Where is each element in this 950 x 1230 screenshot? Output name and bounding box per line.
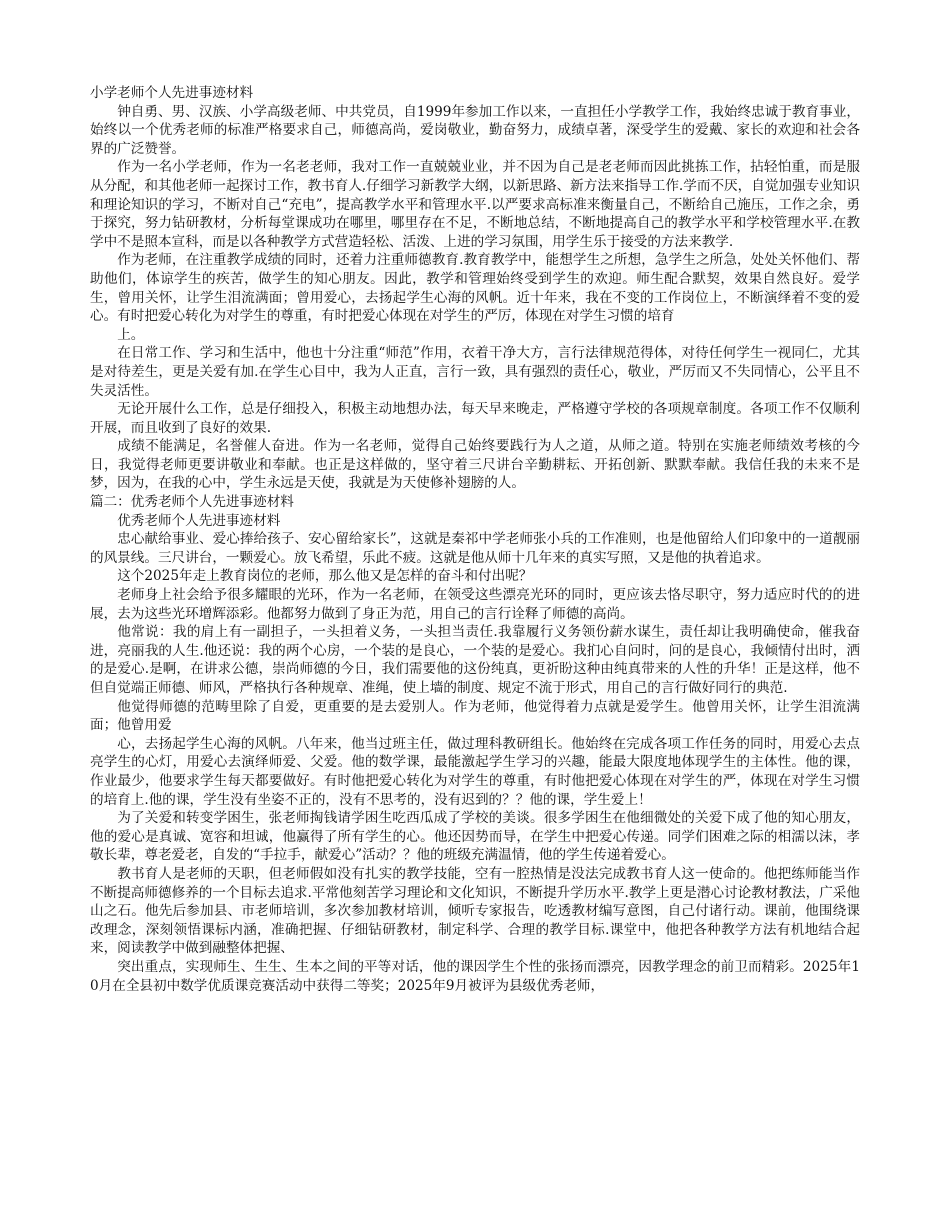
paragraph: 他觉得师德的范畴里除了自爱，更重要的是去爱别人。作为老师，他觉得着力点就是爱学生。他曾用关怀，让学生泪流满面；他曾用爱 xyxy=(90,698,860,734)
paragraph: 突出重点，实现师生、生生、生本之间的平等对话，他的课因学生个性的张扬而漂亮，因教学理念的前卫而精彩。2025年10月在全县初中数学优质课竞赛活动中获得二等奖；2025年9月被评为县级优秀老师， xyxy=(90,958,860,994)
section-subtitle: 优秀老师个人先进事迹材料 xyxy=(117,512,281,529)
paragraph: 忠心献给事业、爱心捧给孩子、安心留给家长”，这就是秦祁中学老师张小兵的工作准则，也是他留给人们印象中的一道靓丽的风景线。三尺讲台，一颗爱心。放飞希望，乐此不疲。这就是他从师十几年来的真实写照，又是他的执着追求。 xyxy=(90,531,860,566)
paragraph: 教书育人是老师的天职，但老师假如没有扎实的教学技能，空有一腔热情是没法完成教书育人这一使命的。他把练师能当作不断提高师德修养的一个目标去追求.平常他刻苦学习理论和文化知识，不断提升学历水平.教学上更是潜心讨论教材教法，广采他山之石。他先后参加县、市老师培训，多次参加教材培训，倾听专家报告，吃透教材编写意图，自己付诸行动。课前，他围绕课改理念，深刻领悟课标内涵，准确把握、仔细钻研教材，制定科学、合理的教学目标.课堂中，他把各种教学方法有机地结合起来，阅读教学中做到融整体把握、 xyxy=(90,865,860,957)
paragraph: 上。 xyxy=(117,326,145,343)
section-heading: 篇二：优秀老师个人先进事迹材料 xyxy=(90,494,294,511)
document-body xyxy=(90,84,860,995)
paragraph: 无论开展什么工作，总是仔细投入，积极主动地想办法，每天早来晚走，严格遵守学校的各项规章制度。各项工作不仅顺利开展，而且收到了良好的效果. xyxy=(90,401,860,436)
paragraph: 心，去扬起学生心海的风帆。八年来，他当过班主任，做过理科教研组长。他始终在完成各项工作任务的同时，用爱心去点亮学生的心灯，用爱心去演绎师爱、父爱。他的数学课，最能激起学生学习的兴趣，能最大限度地体现学生的主体性。他的课，作业最少，他要求学生每天都要做好。有时他把爱心转化为对学生的尊重，有时他把爱心体现在对学生的严，体现在对学生习惯的培育上.他的课，学生没有坐姿不正的，没有不思考的，没有迟到的？？他的课，学生爱上！ xyxy=(90,735,860,808)
paragraph: 他常说：我的肩上有一副担子，一头担着义务，一头担当责任.我靠履行义务领份薪水谋生，责任却让我明确使命，催我奋进，亮丽我的人生.他还说：我的两个心房，一个装的是良心，一个装的是爱心。我扪心自问时，问的是良心，我倾情付出时，洒的是爱心.是啊，在讲求公德，崇尚师德的今日，我们需要他的这份纯真，更祈盼这种由纯真带来的人性的升华！正是这样，他不但自觉端正师德、师风，严格执行各种规章、准绳，使上墙的制度、规定不流于形式，用自己的言行做好同行的典范. xyxy=(90,624,860,696)
document-title: 小学老师个人先进事迹材料 xyxy=(90,85,254,101)
paragraph: 这个2025年走上教育岗位的老师，那么他又是怎样的奋斗和付出呢？ xyxy=(117,568,533,585)
paragraph: 为了关爱和转变学困生，张老师掏钱请学困生吃西瓜成了学校的美谈。很多学困生在他细微处的关爱下成了他的知心朋友，他的爱心是真诚、宽容和坦诚，他赢得了所有学生的心。他还因势而导，在学生中把爱心传递。同学们困难之际的相濡以沫，孝敬长辈，尊老爱老，自发的“手拉手，献爱心”活动？？他的班级充满温情，他的学生传递着爱心。 xyxy=(90,810,860,864)
paragraph: 成绩不能满足，名誉催人奋进。作为一名老师，觉得自己始终要践行为人之道，从师之道。特别在实施老师绩效考核的今日，我觉得老师更要讲敬业和奉献。也正是这样做的，坚守着三尺讲台辛勤耕耘、开拓创新、默默奉献。我信任我的未来不是梦，因为，在我的心中，学生永远是天使，我就是为天使修补翅膀的人。 xyxy=(90,438,860,492)
paragraph: 钟自勇、男、汉族、小学高级老师、中共党员，自1999年参加工作以来，一直担任小学教学工作，我始终忠诚于教育事业，始终以一个优秀老师的标准严格要求自己，师德高尚，爱岗敬业，勤奋努力，成绩卓著，深受学生的爱戴、家长的欢迎和社会各界的广泛赞誉。 xyxy=(90,103,860,157)
paragraph: 作为老师，在注重教学成绩的同时，还着力注重师德教育.教育教学中，能想学生之所想，急学生之所急，处处关怀他们、帮助他们，体谅学生的疾苦，做学生的知心朋友。因此，教学和管理始终受到学生的欢迎。师生配合默契，效果自然良好。爱学生，曾用关怀，让学生泪流满面；曾用爱心，去扬起学生心海的风帆。近十年来，我在不变的工作岗位上，不断演绎着不变的爱心。有时把爱心转化为对学生的尊重，有时把爱心体现在对学生的严厉，体现在对学生习惯的培育 xyxy=(90,252,860,325)
paragraph: 作为一名小学老师，作为一名老老师，我对工作一直兢兢业业，并不因为自己是老老师而因此挑拣工作，拈轻怕重，而是服从分配，和其他老师一起探讨工作，教书育人.仔细学习新教学大纲，以新思路、新方法来指导工作.学而不厌，自觉加强专业知识和理论知识的学习，不断对自己“充电”，提高教学水平和管理水平.以严要求高标准来衡量自己，不断给自己施压，工作之余，勇于探究，努力钻研教材，分析每堂课成功在哪里，哪里存在不足，不断地总结，不断地提高自己的教学水平和学校管理水平.在教学中不是照本宣科，而是以各种教学方式营造轻松、活泼、上进的学习氛围，用学生乐于接受的方法来教学. xyxy=(90,159,860,250)
paragraph: 在日常工作、学习和生活中，他也十分注重“师范”作用，衣着干净大方，言行法律规范得体，对待任何学生一视同仁，尤其是对待差生，更是关爱有加.在学生心目中，我为人正直，言行一致，具有强烈的责任心，敬业，严厉而又不失同情心，公平且不失灵活性。 xyxy=(90,345,860,399)
paragraph: 老师身上社会给予很多耀眼的光环，作为一名老师，在领受这些漂亮光环的同时，更应该去恪尽职守，努力适应时代的的进展，去为这些光环增辉添彩。他都努力做到了身正为范，用自己的言行诠释了师德的高尚。 xyxy=(90,587,860,622)
